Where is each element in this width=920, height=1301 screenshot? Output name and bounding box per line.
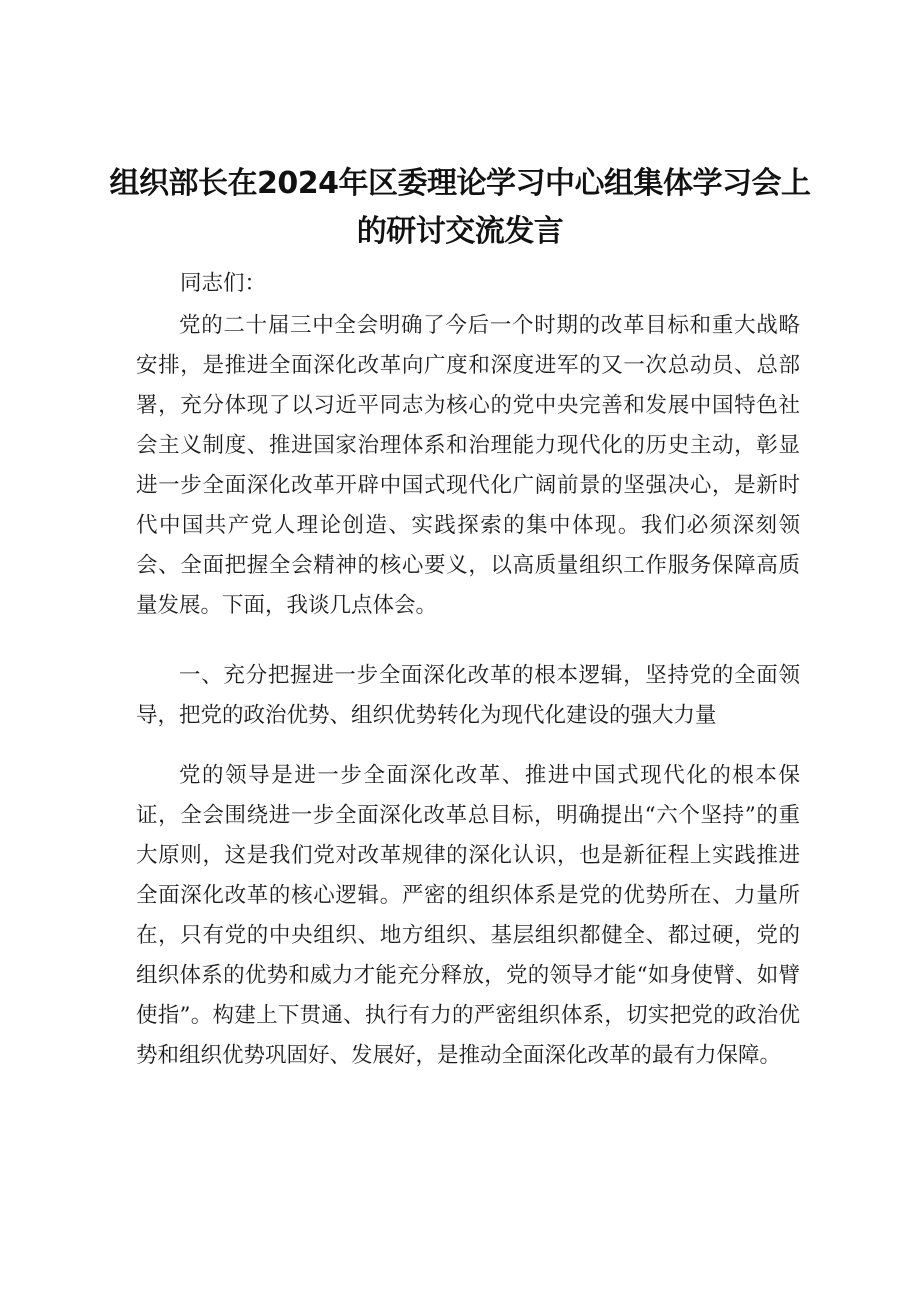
salutation: 同志们： bbox=[180, 271, 267, 296]
paragraph-text: 党的领导是进一步全面深化改革、推进中国式现代化的根本保证，全会围绕进一步全面深化改革总目标，明确提出“六个坚持”的重大原则，这是我们党对改革规律的深化认识，也是新征程上实践推进全面深化改革的核心逻辑。严密的组织体系是党的优势所在、力量所在，只有党的中央组织、地方组织、基层组织都健全、都过硬，党的组织体系的优势和威力才能充分释放，党的领导才能“如身使臂、如臂使指”。构建上下贯通、执行有力的严密组织体系，切实把党的政治优势和组织优势巩固好、发展好，是推动全面深化改革的最有力保障。 bbox=[136, 763, 800, 1068]
document-title: 组织部长在2024年区委理论学习中心组集体学习会上的研讨交流发言 bbox=[109, 166, 811, 249]
section-heading-text: 一、充分把握进一步全面深化改革的根本逻辑，坚持党的全面领导，把党的政治优势、组织优势转化为现代化建设的强大力量 bbox=[136, 663, 800, 728]
paragraph-section-1-body bbox=[136, 756, 800, 1076]
paragraph-intro bbox=[136, 306, 800, 626]
paragraph-text: 党的二十届三中全会明确了今后一个时期的改革目标和重大战略安排，是推进全面深化改革向广度和深度进军的又一次总动员、总部署，充分体现了以习近平同志为核心的党中央完善和发展中国特色社会主义制度、推进国家治理体系和治理能力现代化的历史主动，彰显进一步全面深化改革开辟中国式现代化广阔前景的坚强决心，是新时代中国共产党人理论创造、实践探索的集中体现。我们必须深刻领会、全面把握全会精神的核心要义，以高质量组织工作服务保障高质量发展。下面，我谈几点体会。 bbox=[136, 313, 800, 618]
section-heading-1 bbox=[136, 656, 800, 736]
